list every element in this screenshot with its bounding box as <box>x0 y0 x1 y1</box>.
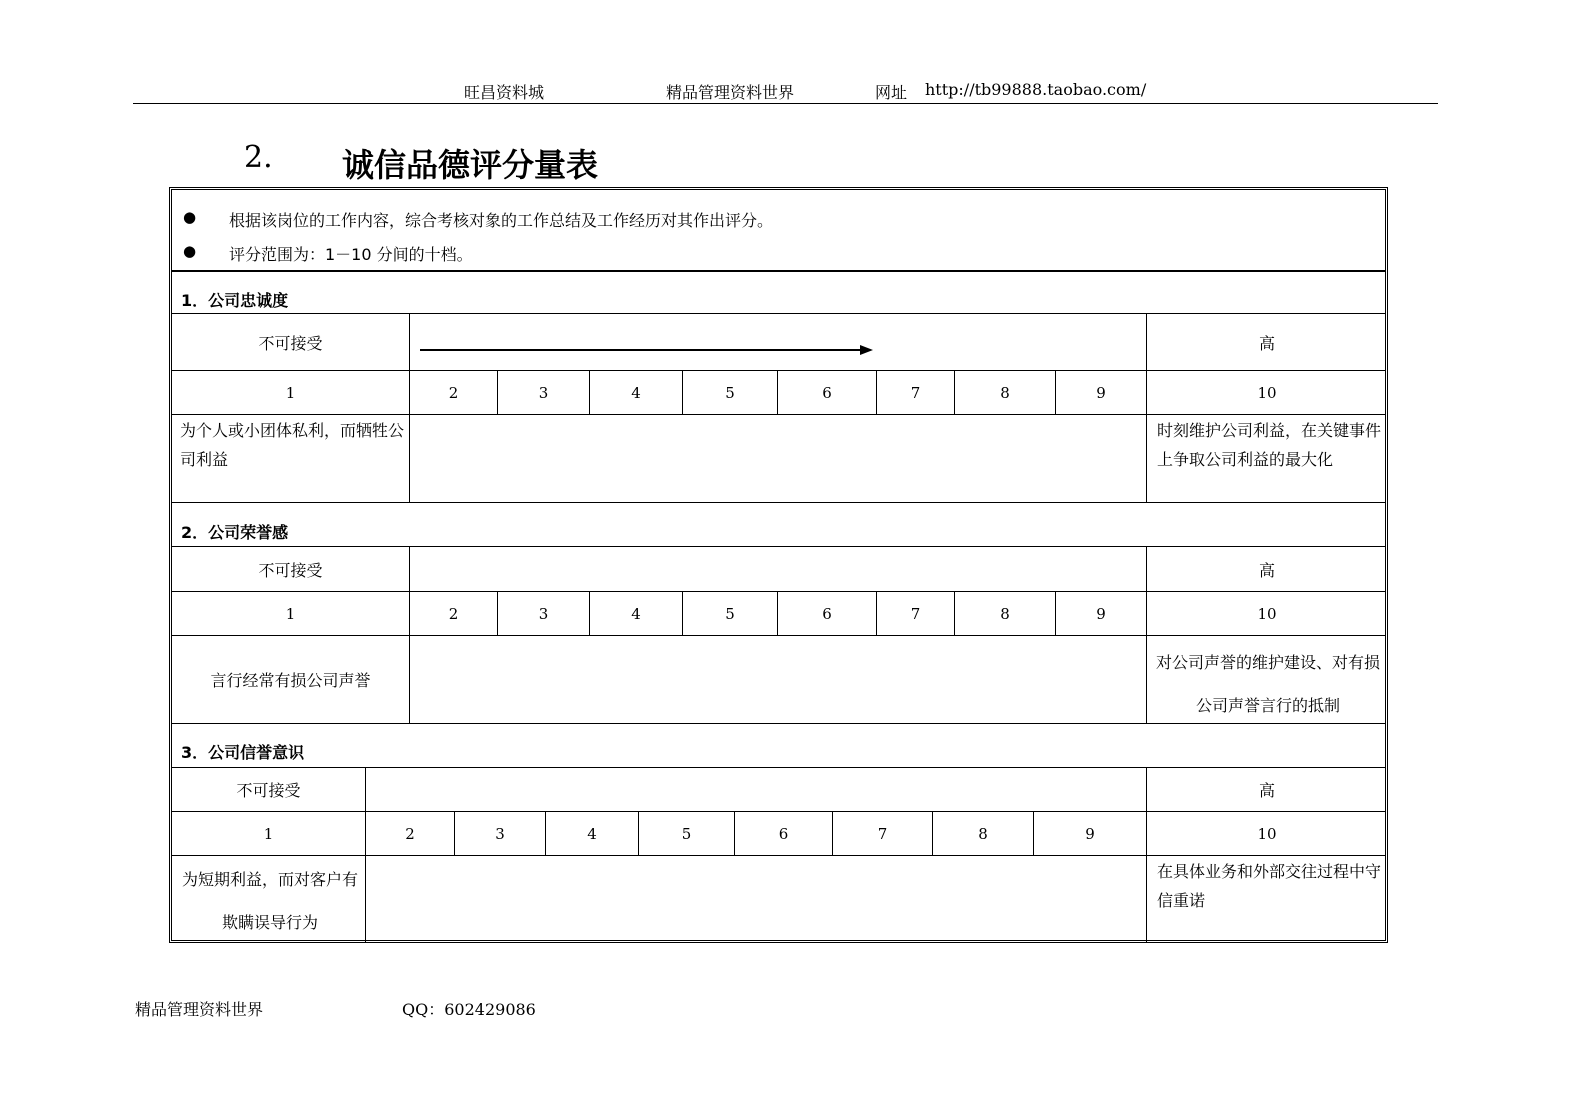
score-5: 5 <box>725 383 735 402</box>
instruction-2: 评分范围为：1－10 分间的十档。 <box>229 245 473 264</box>
header-brand: 精品管理资料世界 <box>666 83 795 102</box>
score-4: 4 <box>631 604 641 623</box>
footer-qq: QQ：602429086 <box>402 1000 536 1019</box>
header-url-label: 网址 <box>875 83 908 102</box>
low-description: 言行经常有损公司声誉 <box>210 671 371 690</box>
section-heading: 3．公司信誉意识 <box>181 743 305 762</box>
section-heading: 1．公司忠诚度 <box>181 291 289 310</box>
row-line <box>172 855 1386 856</box>
score-9: 9 <box>1085 824 1095 843</box>
score-6: 6 <box>778 824 789 843</box>
score-8: 8 <box>1000 604 1010 623</box>
footer-brand: 精品管理资料世界 <box>135 1000 264 1019</box>
score-3: 3 <box>538 383 549 402</box>
score-8: 8 <box>1000 383 1010 402</box>
high-label: 高 <box>1258 781 1275 800</box>
score-7: 7 <box>910 604 921 623</box>
header-store: 旺昌资料城 <box>464 83 545 102</box>
score-9: 9 <box>1096 604 1106 623</box>
score-1: 1 <box>285 604 296 623</box>
bullet-icon: ● <box>183 208 197 226</box>
score-6: 6 <box>822 383 832 402</box>
high-description: 对公司声誉的维护建设、对有损公司声誉言行的抵制 <box>1155 653 1380 715</box>
low-label: 不可接受 <box>258 560 323 580</box>
high-label: 高 <box>1258 560 1275 580</box>
score-5: 5 <box>681 824 692 843</box>
score-5: 5 <box>725 604 735 623</box>
score-2: 2 <box>448 604 459 623</box>
low-label: 不可接受 <box>236 781 301 800</box>
bullet-icon: ● <box>183 242 197 260</box>
score-1: 1 <box>263 824 274 843</box>
score-4: 4 <box>587 824 597 843</box>
score-2: 2 <box>405 824 415 843</box>
instruction-divider <box>172 270 1386 272</box>
score-10: 10 <box>1257 383 1277 402</box>
instruction-1: 根据该岗位的工作内容，综合考核对象的工作总结及工作经历对其作出评分。 <box>229 211 774 230</box>
score-10: 10 <box>1257 824 1277 843</box>
header-rule <box>133 103 1438 104</box>
score-2: 2 <box>448 383 459 402</box>
row-line <box>172 414 1386 415</box>
score-4: 4 <box>631 383 641 402</box>
high-label: 高 <box>1258 333 1275 353</box>
high-description: 时刻维护公司利益，在关键事件上争取公司利益的最大化 <box>1157 421 1382 469</box>
low-description: 为个人或小团体私利，而牺牲公司利益 <box>180 421 405 469</box>
score-8: 8 <box>978 824 988 843</box>
arrow-right-icon <box>418 342 878 358</box>
row-line <box>172 502 1386 503</box>
header-url[interactable]: http://tb99888.taobao.com/ <box>925 80 1147 99</box>
low-description: 为短期利益，而对客户有欺瞒误导行为 <box>181 870 358 932</box>
score-3: 3 <box>538 604 549 623</box>
score-1: 1 <box>285 383 296 402</box>
score-9: 9 <box>1096 383 1106 402</box>
page-title: 诚信品德评分量表 <box>342 146 599 184</box>
title-number: 2. <box>244 140 273 175</box>
score-7: 7 <box>910 383 921 402</box>
score-6: 6 <box>822 604 832 623</box>
score-10: 10 <box>1257 604 1277 623</box>
score-3: 3 <box>495 824 505 843</box>
section-heading: 2．公司荣誉感 <box>181 523 289 542</box>
score-7: 7 <box>877 824 888 843</box>
low-label: 不可接受 <box>258 333 323 353</box>
high-description: 在具体业务和外部交往过程中守信重诺 <box>1157 862 1382 910</box>
